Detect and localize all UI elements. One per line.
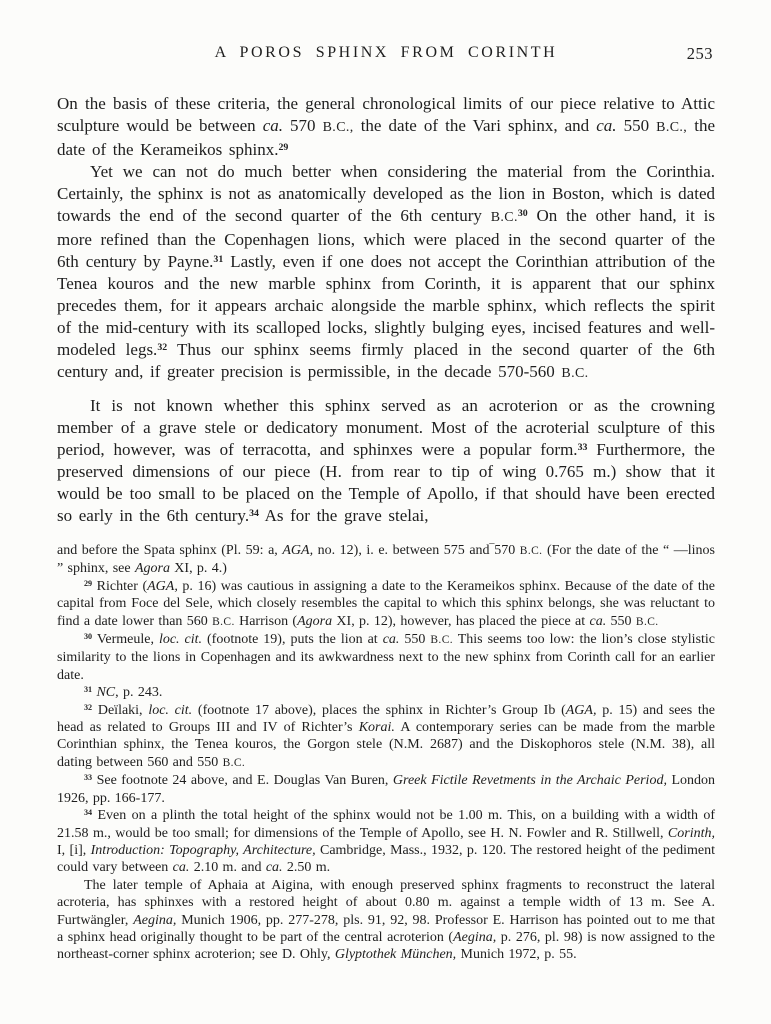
text-run: Richter ( [92, 578, 148, 594]
footnote-marker: 31 [213, 254, 224, 266]
footnote-34 [57, 807, 715, 877]
article-title: A POROS SPHINX FROM CORINTH [214, 44, 558, 61]
text-run: (footnote 19), puts the lion at [202, 632, 383, 648]
footnote-marker: 29 [84, 578, 93, 588]
text-run: B.C. [561, 366, 589, 381]
footnote-33 [57, 772, 715, 807]
footnote-marker: 30 [517, 208, 528, 220]
text-run: Vermeule, [92, 632, 159, 648]
footnote-32 [57, 702, 715, 773]
footnotes [57, 542, 715, 964]
text-run: Harrison ( [234, 613, 298, 629]
text-run: (footnote 17 above), places the sphinx in Richter’s Group Ib ( [192, 702, 566, 718]
text-run: no. 12), i. e. between 575 and‾570 [313, 543, 520, 558]
text-run: Munich 1906, pp. 277-278, pls. 91, 92, 98. Professor E. Harrison has pointed out to me that a sphinx head originally thought to be part of the central acroterion ( [57, 912, 715, 945]
text-run: B.C. [519, 545, 543, 557]
text-run: Thus our sphinx seems firmly placed in the second quarter of the 6th century and, if greater precision is permissible, in the decade 570-560 [57, 340, 715, 381]
text-run: the date of the Vari sphinx, and [353, 116, 597, 135]
footnote-marker: 34 [84, 808, 93, 818]
footnote-marker: 32 [157, 342, 168, 354]
text-run: ca. [589, 613, 607, 629]
text-run: As for the grave stelai, [258, 506, 429, 525]
text-run: loc. cit. [158, 632, 203, 648]
text-run: ca. [172, 860, 190, 876]
text-run: Furthermore, the preserved dimensions of our piece (H. from rear to tip of wing 0.765 m.) show that it would be too small to be placed on the Temple of Apollo, if that should have been erected so early in the 6th century. [57, 440, 715, 525]
text-run: , p. 243. [115, 685, 163, 701]
text-run: B.C., [322, 120, 354, 135]
text-run: AGA, [565, 702, 597, 718]
text-run: 2.10 m. and [189, 860, 266, 876]
text-run: NC [96, 685, 116, 701]
page-number: 253 [686, 44, 713, 63]
text-run: Munich 1972, p. 55. [456, 947, 577, 963]
text-run: and before the Spata sphinx (Pl. 59: a, [57, 543, 283, 558]
text-run: B.C. [212, 615, 235, 628]
body-text [57, 93, 715, 527]
text-run: Korai. [358, 720, 395, 736]
text-run: p. 276, pl. 98) is now assigned to the northeast-corner sphinx acroterion; see D. Ohly, [57, 929, 715, 963]
text-run: XI, p. 12), however, has placed the piece at [332, 613, 590, 629]
body-paragraph-2 [57, 161, 715, 385]
text-run: See footnote 24 above, and E. Douglas Van Buren, [92, 773, 393, 789]
text-run: 570 [283, 116, 323, 135]
text-run: p. 16) was cautious in assigning a date to the Kerameikos sphinx. Because of the date of the capital from Foce del Sele, which closely resembles the capital to which this sphinx belongs, she was reluctant to find a date lower than 560 [57, 578, 715, 629]
footnote-marker: 30 [84, 631, 93, 641]
text-run: ca. [262, 116, 283, 135]
footnote-31 [57, 684, 715, 701]
text-run: Deïlaki, [92, 702, 149, 718]
footnote-marker: 33 [577, 442, 588, 454]
text-run: 550 [399, 632, 431, 648]
footnote-29 [57, 578, 715, 631]
text-run: A contemporary series can be made from the marble Corinthian sphinx, the Tenea kouros, the Gorgon stele (N.M. 2687) and the Diskophoros stele (N.M. 38), all dating between 560 and 550 [57, 720, 715, 770]
text-run: ca. [596, 116, 617, 135]
text-run: ca. [265, 860, 283, 876]
text-run: B.C. [430, 634, 454, 647]
text-run: Yet we can not do much better when considering the material from the Corinthia. Certainly, the sphinx is not as anatomically developed as the lion in Boston, which is dated towards the end of the second quarter of the 6th century [57, 162, 715, 225]
text-run: B.C. [222, 756, 246, 769]
text-run: On the basis of these criteria, the general chronological limits of our piece relative to Attic sculpture would be between [57, 94, 715, 135]
text-run: Even on a plinth the total height of the sphinx would not be 1.00 m. This, on a building with a width of 21.58 m., would be too small; for dimensions of the Temple of Apollo, see H. N. Fowler and R. Stillwell, [57, 808, 715, 841]
text-run: 550 [606, 613, 636, 629]
text-run: p. 15) and sees the head as related to Groups III and IV of Richter’s [57, 702, 715, 736]
body-paragraph-3 [57, 395, 715, 527]
footnote-marker: 34 [249, 508, 259, 520]
text-run: AGA, [147, 578, 178, 594]
footnote-continuation [57, 542, 715, 578]
text-run: Agora [297, 613, 333, 629]
running-head [57, 44, 715, 66]
text-run: Glyptothek München, [334, 947, 457, 963]
body-paragraph-1 [57, 93, 715, 161]
text-run: Aegina, [133, 912, 177, 928]
text-run: (For the date of the “ —linos ” sphinx, see [57, 543, 715, 577]
text-run: London 1926, pp. 166-177. [57, 773, 715, 806]
text-run: This seems too low: the lion’s close stylistic similarity to the lions in Copenhagen and its awkwardness next to the new sphinx from Corinth call for an earlier date. [57, 632, 716, 683]
footnote-marker: 32 [84, 702, 93, 712]
footnote-marker: 29 [278, 142, 289, 154]
footnote-34-continued [57, 877, 715, 964]
text-run: Introduction: Topography, Architecture, [90, 842, 316, 858]
text-run: The later temple of Aphaia at Aigina, with enough preserved sphinx fragments to reconstruct the lateral acroteria, has sphinxes with a restored height of about 0.80 m. against a temple width of 13 m. See A. Furtwängler, [57, 877, 715, 928]
text-run: the date of the Kerameikos sphinx. [57, 116, 716, 159]
text-run: Corinth, [667, 825, 715, 841]
footnote-marker: 33 [84, 773, 93, 783]
text-run: On the other hand, it is more refined than the Copenhagen lions, which were placed in the second quarter of the 6th century by Payne. [57, 206, 715, 271]
footnote-marker: 31 [84, 685, 93, 695]
text-run: Lastly, even if one does not accept the Corinthian attribution of the Tenea kouros and the new marble sphinx from Corinth, it is apparent that our sphinx precedes them, for it appears archaic alongside the marble sphinx, which reflects the spirit of the mid-century with its scalloped locks, slightly bulging eyes, incised features and well-modeled legs. [57, 252, 715, 359]
text-run: Aegina, [453, 929, 497, 945]
text-run: loc. cit. [148, 702, 193, 718]
text-run: 550 [616, 116, 657, 135]
text-run: It is not known whether this sphinx served as an acroterion or as the crowning member of a grave stele or dedicatory monument. Most of the acroterial sculpture of this period, however, was of terracotta, and sphinxes were a popular form. [57, 396, 715, 459]
text-run: B.C. [635, 615, 659, 628]
text-run: B.C. [490, 210, 518, 225]
text-run: B.C., [656, 120, 688, 135]
text-run: ca. [382, 632, 400, 648]
text-run: XI, p. 4.) [169, 561, 227, 577]
text-run: Greek Fictile Revetments in the Archaic Period, [392, 773, 667, 789]
text-run: I, [i], [57, 842, 91, 858]
footnote-30 [57, 631, 715, 684]
text-run: Cambridge, Mass., 1932, p. 120. The restored height of the pediment could vary between [57, 842, 715, 876]
text-run: AGA, [282, 543, 314, 558]
text-run: Agora [134, 561, 170, 577]
text-run: 2.50 m. [282, 860, 331, 876]
